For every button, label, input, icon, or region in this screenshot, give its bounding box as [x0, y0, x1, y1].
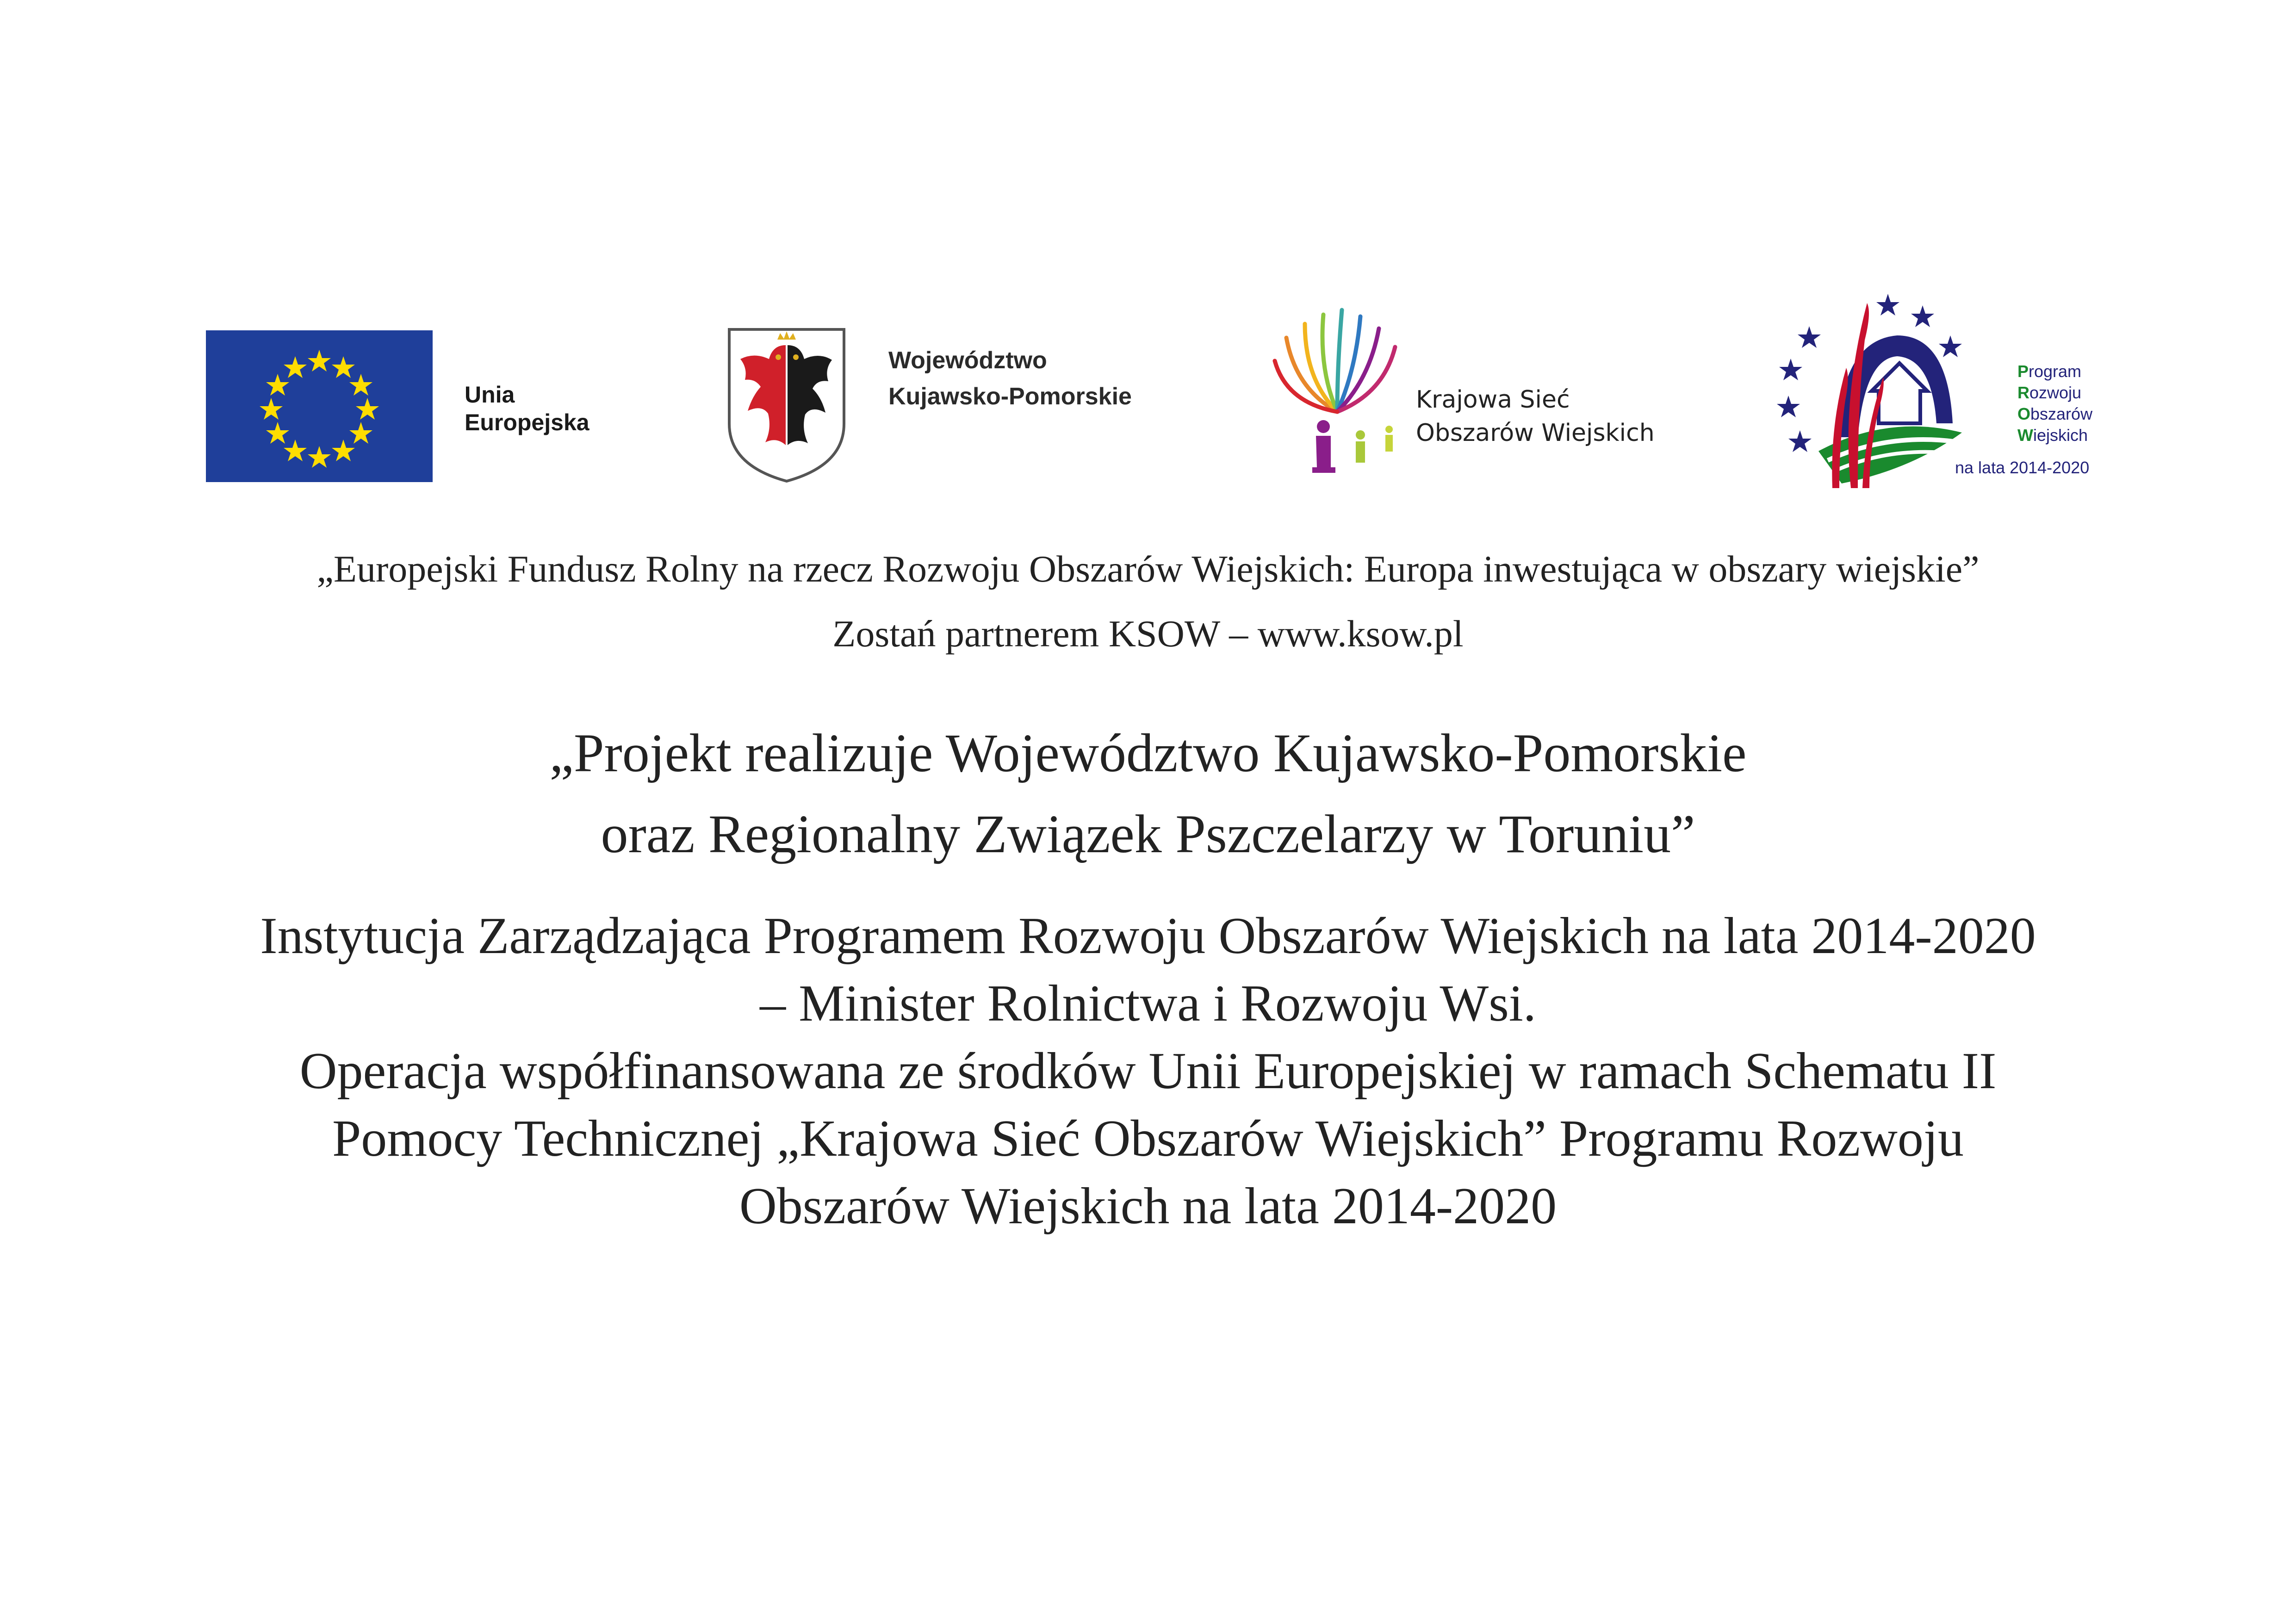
prow-label [2017, 361, 2092, 446]
institution-statement [0, 902, 2296, 1240]
project-statement-line1: „Projekt realizuje Województwo Kujawsko-Pomorskie [549, 723, 1747, 783]
eu-label-line2: Europejska [465, 409, 590, 435]
project-statement-line2: oraz Regionalny Związek Pszczelarzy w Toruniu” [601, 804, 1695, 864]
prow-label-line1 [2017, 361, 2092, 382]
prow-label-line4 [2017, 425, 2092, 446]
prow-years: na lata 2014-2020 [1955, 458, 2090, 477]
prow-label-line3-cap: O [2017, 404, 2031, 423]
fund-statement [0, 537, 2296, 666]
voivodeship-label [888, 342, 1132, 415]
project-statement [0, 712, 2296, 874]
prow-logo-icon [1772, 285, 1985, 497]
prow-label-line1-rest: rogram [2029, 362, 2082, 381]
prow-label-line4-cap: W [2017, 426, 2033, 445]
fund-statement-line2: Zostań partnerem KSOW – www.ksow.pl [832, 613, 1464, 655]
fund-statement-line1: „Europejski Fundusz Rolny na rzecz Rozwoju Obszarów Wiejskich: Europa inwestująca w obszary wiejskie” [316, 548, 1980, 590]
prow-label-line2 [2017, 382, 2092, 403]
ksow-logo-icon [1268, 305, 1407, 477]
eu-label-line1: Unia [465, 382, 515, 408]
ksow-label-line2: Obszarów Wiejskich [1416, 419, 1655, 447]
prow-label-line1-cap: P [2017, 362, 2029, 381]
institution-statement-line4: Pomocy Technicznej „Krajowa Sieć Obszarów Wiejskich” Programu Rozwoju [332, 1110, 1964, 1167]
prow-label-line2-rest: ozwoju [2029, 383, 2082, 402]
eu-label [465, 381, 590, 436]
logos-bar [0, 0, 2296, 509]
prow-label-line2-cap: R [2017, 383, 2029, 402]
prow-label-line3-rest: bszarów [2030, 404, 2093, 423]
ksow-label [1416, 383, 1655, 450]
institution-statement-line1: Instytucja Zarządzająca Programem Rozwoju Obszarów Wiejskich na lata 2014-2020 [260, 907, 2036, 965]
institution-statement-line3: Operacja współfinansowana ze środków Unii Europejskiej w ramach Schematu II [299, 1042, 1997, 1100]
voivodeship-label-line1: Województwo [888, 347, 1047, 374]
ksow-label-line1: Krajowa Sieć [1416, 386, 1570, 414]
prow-label-line3 [2017, 403, 2092, 425]
institution-statement-line2: – Minister Rolnictwa i Rozwoju Wsi. [760, 975, 1536, 1032]
prow-label-line4-rest: iejskich [2033, 426, 2088, 445]
institution-statement-line5: Obszarów Wiejskich na lata 2014-2020 [739, 1177, 1557, 1235]
eu-flag-icon [206, 330, 433, 482]
coat-of-arms-icon [726, 327, 847, 484]
voivodeship-label-line2: Kujawsko-Pomorskie [888, 383, 1132, 410]
